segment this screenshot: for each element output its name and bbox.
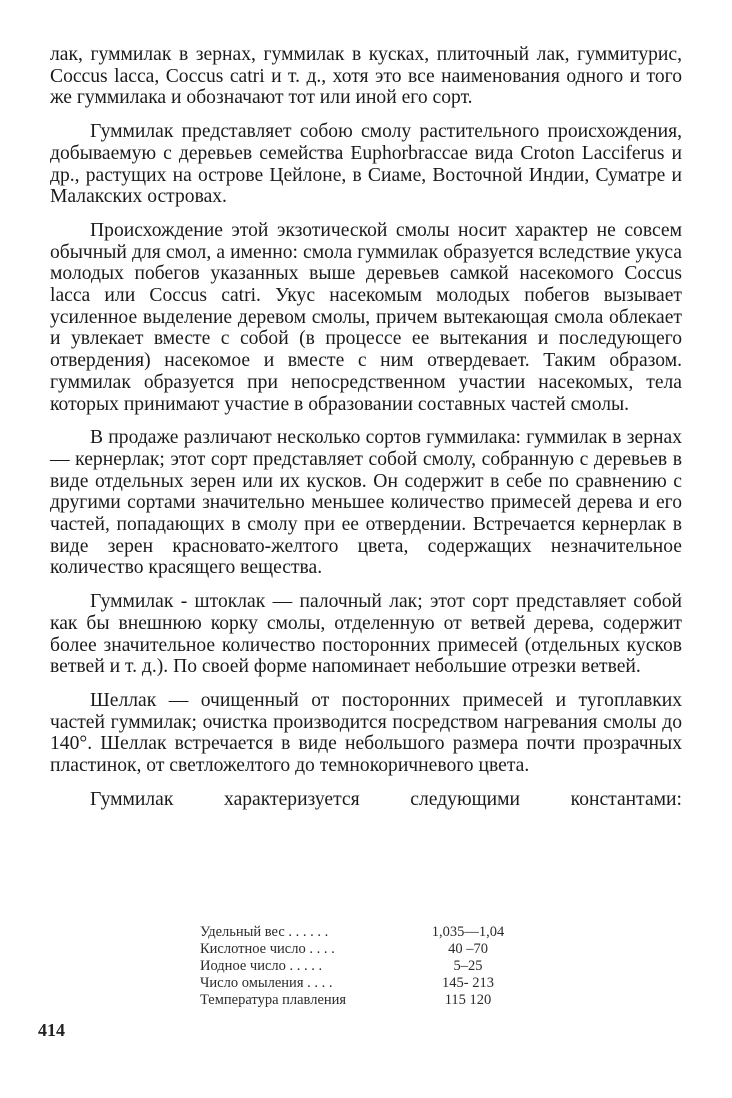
paragraph-4: В продаже различают несколько сортов гуммилака: гуммилак в зернах — кернерлак; этот сорт представляет собой смолу, собранную с деревьев в виде отдельных зерен или их кусков. Он содержит в себе по сравнению с другими сортами значительно меньшее количество примесей дерева и его частей, попадающих в смолу при ее отвердении. Встречается кернерлак в виде зерен красновато-желтого цвета, содержащих незначительное количество красящего вещества. [50,427,682,579]
constant-name: Иодное число . . . . . [200,958,323,974]
paragraph-6: Шеллак — очищенный от посторонних примесей и тугоплавких частей гуммилак; очистка производится посредством нагревания смолы до 140°. Шеллак встречается в виде небольшого размера почти прозрачных пластинок, от светложелтого до темнокоричневого цвета. [50,689,682,777]
constant-name: Удельный вес . . . . . . [200,924,329,940]
constant-name: Температура плавления [200,992,347,1008]
constants-row [200,958,508,975]
constants-row [200,924,508,941]
paragraph-5: Гуммилак - штоклак — палочный лак; этот сорт представляет собой как бы внешнюю корку смолы, отделенную от ветвей дерева, содержит более значительное количество посторонних примесей (отдельных кусков ветвей и т. д.). По своей форме напоминает небольшие отрезки ветвей. [50,591,682,678]
paragraph-3: Происхождение этой экзотической смолы носит характер не совсем обычный для смол, а именно: смола гуммилак образуется вследствие укуса молодых побегов указанных выше деревьев самкой насекомого Coccus lacca или Coccus catri. Укус насекомым молодых побегов вызывает усиленное выделение деревом смолы, причем вытекающая смола облекает и увлекает вместе с собой (в процессе ее вытекания и последующего отвердения) насекомое и вместе с ним отвердевает. Таким образом. гуммилак образуется при непосредственном участии насекомых, тела которых принимают участие в образовании составных частей смолы. [50,219,682,415]
paragraph-2: Гуммилак представляет собою смолу растительного происхождения, добываемую с деревьев семейства Euphorbraccae вида Croton Lacciferus и др., растущих на острове Цейлоне, в Сиаме, Восточной Индии, Суматре и Малакских островах. [50,121,682,208]
page-number: 414 [38,1020,65,1040]
paragraph-7: Гуммилак характеризуется следующими константами: [90,788,682,810]
paragraph-1: лак, гуммилак в зернах, гуммилак в кусках, плиточный лак, гуммитурис, Coccus lacca, Coccus catri и т. д., хотя это все наименования одного и того же гуммилака и обозначают тот или иной его сорт. [50,44,682,109]
constants-row [200,992,508,1009]
constants-table [200,924,508,1009]
constant-value: 115 120 [444,992,492,1008]
page-text [50,44,682,825]
constant-value: 5–25 [453,958,483,974]
constants-row [200,975,508,992]
constant-name: Число омыления . . . . [200,975,333,991]
constant-value: 40 –70 [448,941,488,957]
constants-row [200,941,508,958]
constant-name: Кислотное число . . . . [200,941,335,957]
constant-value: 145- 213 [442,975,494,991]
constant-value: 1,035—1,04 [431,924,505,940]
